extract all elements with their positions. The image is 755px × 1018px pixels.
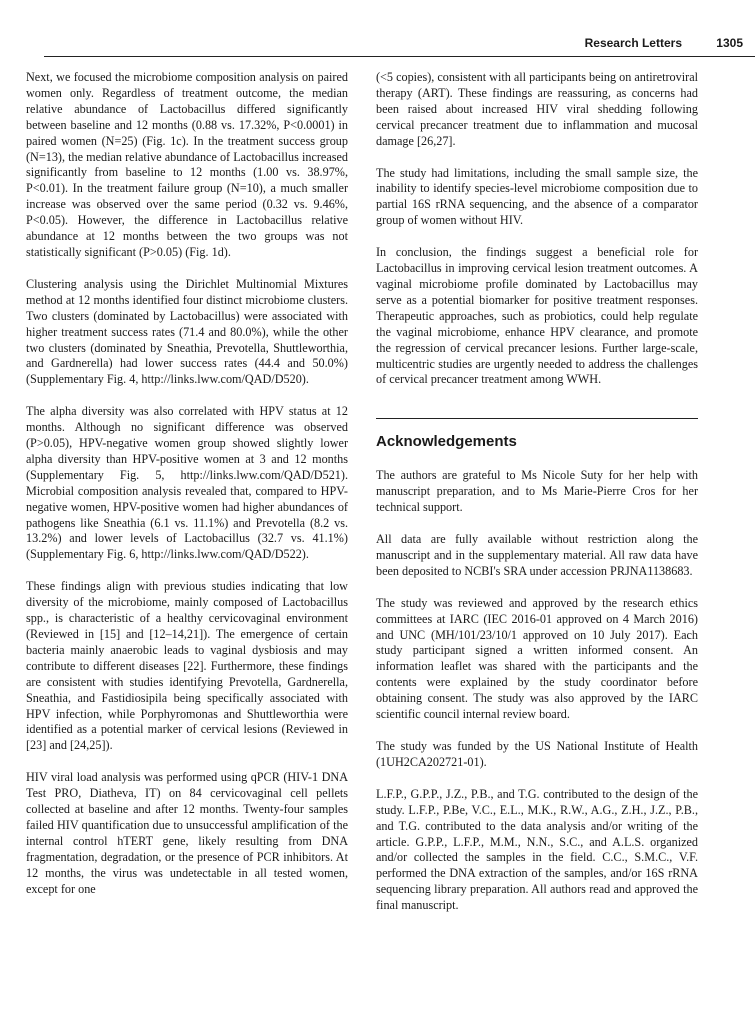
paragraph-conclusion: In conclusion, the findings suggest a beneficial role for Lactobacillus in improving cervical lesion treatment outcomes. A vaginal microbiome profile dominated by Lactobacillus may serve as a potential biomarker for positive treatment responses. Therapeutic approaches, such as probiotics, could help regulate the vaginal microbiome, enhance HPV clearance, and promote the regression of cervical precancer lesions. Further large-scale, multicentric studies are urgently needed to address the challenges of cervical precancer treatment among WWH. (376, 245, 698, 387)
ack-paragraph-contributions: L.F.P., G.P.P., J.Z., P.B., and T.G. contributed to the design of the study. L.F.P., P.Be, V.C., E.L., M.K., R.W., A.G., Z.H., J.Z., P.B., and T.G. contributed to the data analysis and/or writing of the article. G.P.P., L.F.P., M.M., N.N., S.C., and A.L.S. organized and/or collected the samples in the field. C.C., S.M.C., V.F. performed the DNA extraction of the samples, and/or 16S rRNA sequencing library preparation. All authors read and approved the final manuscript. (376, 786, 698, 913)
acknowledgements-heading: Acknowledgements (376, 433, 517, 451)
paragraph-clustering: Clustering analysis using the Dirichlet Multinomial Mixtures method at 12 months identified four distinct microbiome clusters. Two clusters (dominated by Lactobacillus) were associated with higher treatment success rates (71.4 and 80.0%), while the other two clusters (dominated by Sneathia, Prevotella, Shuttleworthia, and Gardnerella) had lower success rates (44.4 and 50.0%) (Supplementary Fig. 4, http://links.lww.com/QAD/D520). (26, 276, 348, 387)
ack-paragraph-ethics: The study was reviewed and approved by the research ethics committees at IARC (IEC 2016-01 approved on 4 March 2016) and UNC (MH/101/23/10/1 approved on 10 July 2017). Each study participant signed a written informed consent. An information leaflet was shared with the participants and the contents were explained by the study coordinator before obtaining consent. The study was also approved by the IARC scientific council internal review board. (376, 595, 698, 722)
ack-paragraph-thanks: The authors are grateful to Ms Nicole Suty for her help with manuscript preparation, and to Ms Marie-Pierre Cros for her technical support. (376, 468, 698, 515)
page-number: 1305 (716, 36, 743, 50)
acknowledgements-section (376, 418, 698, 914)
ack-paragraph-funding: The study was funded by the US National Institute of Health (1UH2CA202721-01). (376, 739, 698, 769)
paragraph-alpha-diversity: The alpha diversity was also correlated with HPV status at 12 months. Although no significant difference was observed (P>0.05), HPV-negative women group showed slightly lower alpha diversity than HPV-positive women at 3 and 12 months (Supplementary Fig. 5, http://links.lww.com/QAD/D521). Microbial composition analysis revealed that, compared to HPV-negative women, HPV-positive women had higher abundances of pathogens like Sneathia (6.1 vs. 11.1%) and Prevotella (8.2 vs. 13.2%) and lower levels of Lactobacillus (32.7 vs. 41.1%) (Supplementary Fig. 6, http://links.lww.com/QAD/D522). (26, 404, 348, 562)
ack-paragraph-data-availability: All data are fully available without restriction along the manuscript and in the supplementary material. All raw data have been deposited to NCBI's SRA under accession PRJNA1138683. (376, 532, 698, 578)
header-rule (44, 56, 755, 57)
paragraph-microbiome-paired: Next, we focused the microbiome composition analysis on paired women only. Regardless of treatment outcome, the median relative abundance of Lactobacillus differed significantly between baseline and 12 months (0.88 vs. 17.32%, P<0.0001) in paired women (N=25) (Fig. 1c). In the treatment success group (N=13), the median relative abundance of Lactobacillus increased significantly from baseline to 12 months (1.00 vs. 38.97%, P<0.01). In the treatment failure group (N=10), a much smaller increase was observed over the same period (0.32 vs. 9.46%, P<0.05). However, the difference in Lactobacillus relative abundance at 12 months between the two groups was not statistically significant (P>0.05) (Fig. 1d). (26, 70, 348, 259)
running-header (0, 36, 755, 52)
journal-section-title: Research Letters (584, 36, 682, 50)
paragraph-hiv-viral-load: HIV viral load analysis was performed using qPCR (HIV-1 DNA Test PRO, Diatheva, IT) on 84 cervicovaginal cell pellets collected at baseline and after 12 months. Twenty-four samples failed HIV quantification due to unsuccessful amplification of the internal control hTERT gene, likely resulting from DNA fragmentation, degradation, or the presence of PCR inhibitors. At 12 months, the virus was undetectable in all tested women, except for one (26, 770, 348, 896)
paragraph-art-consistent: (<5 copies), consistent with all participants being on antiretroviral therapy (ART). These findings are reassuring, as concerns had been raised about increased HIV viral shedding following cervical precancer treatment due to inflammation and mucosal damage [26,27]. (376, 70, 698, 148)
paragraph-findings-align: These findings align with previous studies indicating that low diversity of the microbiome, mainly composed of Lactobacillus spp., is characteristic of a healthy cervicovaginal environment (Reviewed in [15] and [12–14,21]). The emergence of certain bacteria mainly anaerobic leads to vaginal dysbiosis and may contribute to different diseases [22]. Furthermore, these findings are consistent with studies identifying Prevotella, Gardnerella, Sneathia, and Fastidiosipila being specifically associated with HPV infection, while Porphyromonas and Shuttleworthia were identified as a potential marker of cervical lesions (Reviewed in [23] and [24,25]). (26, 579, 348, 753)
left-column (26, 70, 348, 914)
right-column (376, 70, 698, 930)
paragraph-limitations: The study had limitations, including the small sample size, the inability to identify species-level microbiome composition due to partial 16S rRNA sequencing, and the absence of a comparator group of women without HIV. (376, 165, 698, 228)
